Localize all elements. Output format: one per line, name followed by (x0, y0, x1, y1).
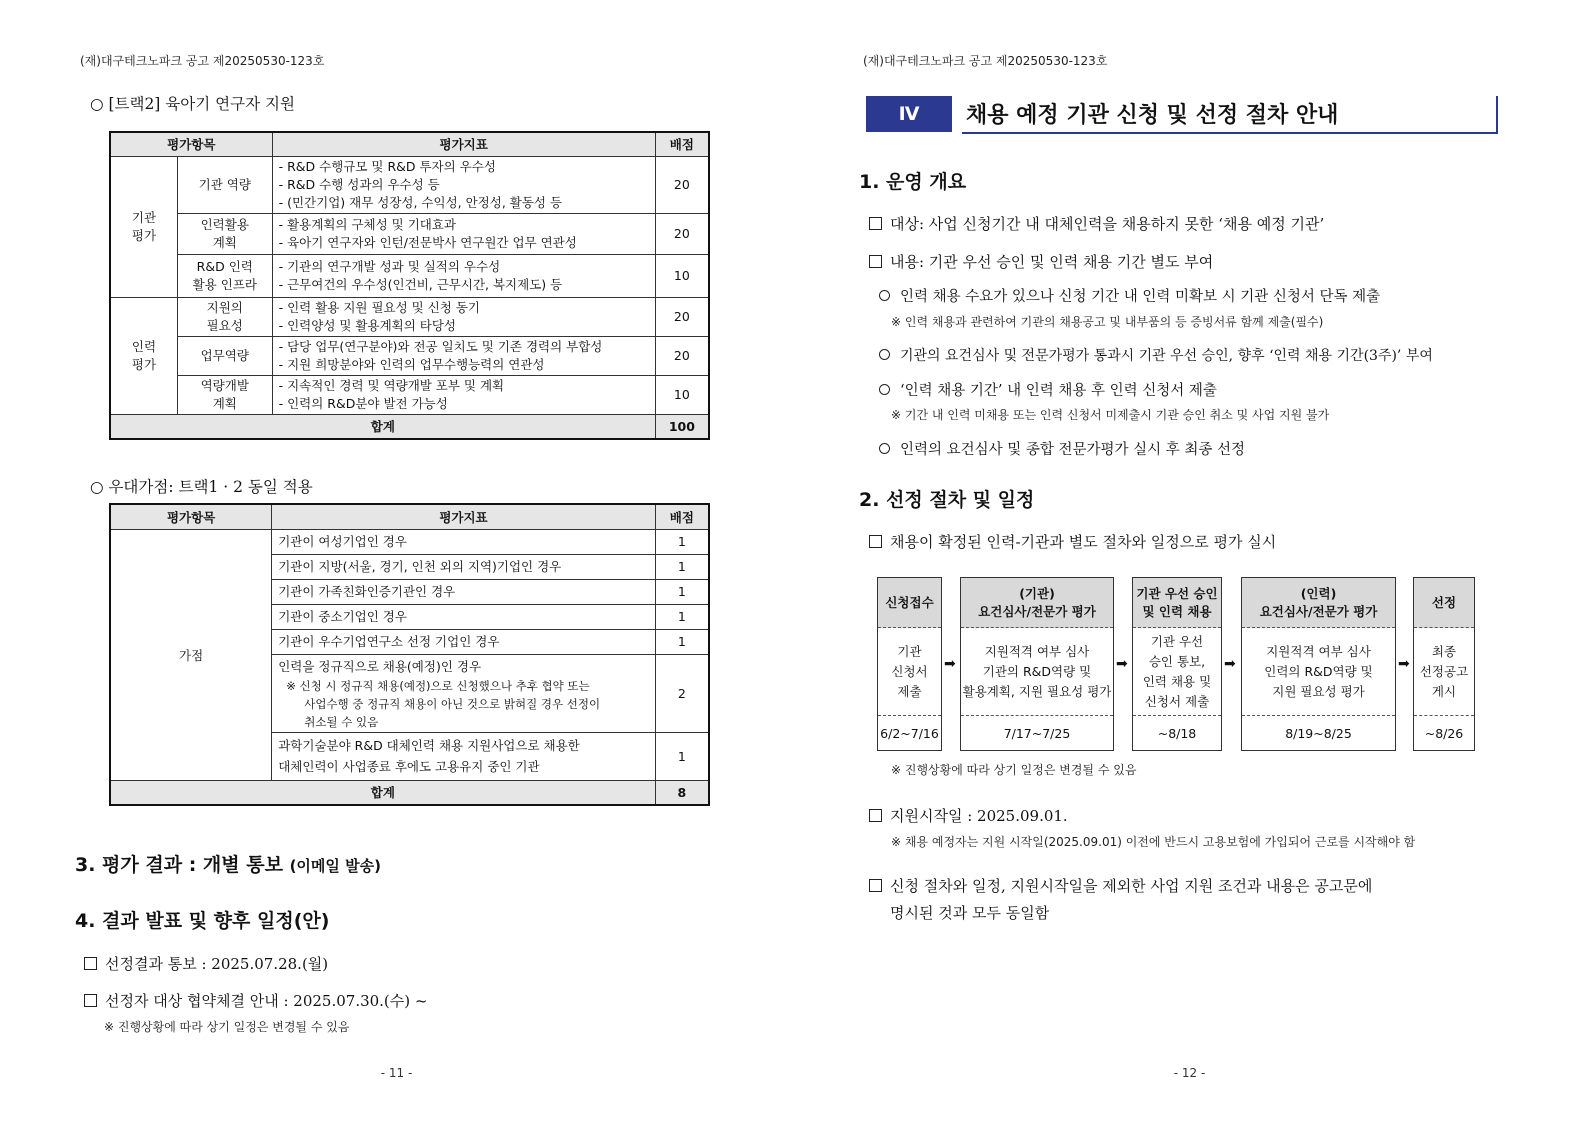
overview-text: 내용: 기관 우선 승인 및 인력 채용 기간 별도 부여 (890, 253, 1214, 271)
item-cell (177, 336, 272, 375)
indicator-line: 인력을 정규직으로 채용(예정)인 경우 (278, 658, 482, 674)
table-row (110, 254, 709, 297)
indicator-line: - 근무여건의 우수성(인건비, 근무시간, 복지제도) 등 (278, 276, 563, 292)
flow-step-description-line: 지원적격 여부 심사 (1266, 643, 1371, 659)
item-name-line: 인력활용 (200, 216, 249, 232)
flow-step-description (961, 628, 1113, 716)
flow-step-date: ~8/18 (1157, 725, 1197, 741)
circle-bullet-icon (879, 290, 890, 301)
flow-step-title-line: 선정 (1431, 594, 1457, 610)
item-name-line: 지원의 (206, 299, 243, 315)
indicator-cell (272, 554, 656, 579)
indicator-cell (272, 336, 655, 375)
checkbox-square-icon (84, 994, 97, 1007)
score-cell: 20 (655, 213, 709, 254)
item-cell (177, 213, 272, 254)
document-header: (재)대구테크노파크 공고 제20250530-123호 (80, 54, 325, 68)
arrow-right-icon: ➡ (1398, 656, 1410, 672)
flow-step-description-line: 게시 (1431, 683, 1457, 699)
final-condition-text: 신청 절차와 일정, 지원시작일을 제외한 사업 지원 조건과 내용은 공고문에 (890, 877, 1373, 895)
overview-sub-item (879, 438, 1245, 459)
overview-target (869, 213, 1324, 234)
section-4-title: 4. 결과 발표 및 향후 일정(안) (75, 910, 330, 932)
final-condition-item (869, 875, 1372, 896)
score-cell: 1 (655, 529, 709, 554)
indicator-line: - 기관의 연구개발 성과 및 실적의 우수성 (278, 258, 501, 274)
flow-step (877, 577, 942, 751)
overview-text: 대상: 사업 신청기간 내 대체인력을 채용하지 못한 ‘채용 예정 기관’ (890, 215, 1325, 233)
indicator-line: - 인력양성 및 활용계획의 타당성 (278, 317, 456, 333)
score-cell: 1 (655, 604, 709, 629)
indicator-note-line: 사업수행 중 정규직 채용이 아닌 것으로 밝혀질 경우 선정이 (304, 696, 601, 711)
checkbox-square-icon (869, 535, 882, 548)
flow-step-description-line: 기관 (897, 643, 922, 659)
overview-sub-item (879, 285, 1380, 306)
group-cell (110, 297, 177, 414)
indicator-line: - 육아기 연구자와 인턴/전문박사 연구원간 업무 연관성 (278, 234, 577, 250)
indicator-note-line: 취소될 수 있음 (304, 714, 379, 729)
table-header: 배점 (655, 504, 709, 529)
item-name-line: 계획 (212, 395, 237, 411)
overview-note: ※ 인력 채용과 관련하여 기관의 채용공고 및 내부품의 등 증빙서류 함께 제출(필수) (891, 315, 1324, 329)
section-3-title (75, 850, 381, 877)
indicator-line: 기관이 중소기업인 경우 (278, 609, 407, 624)
total-row (110, 780, 709, 805)
flow-step-description-line: 제출 (897, 683, 922, 699)
schedule-item-agreement (84, 990, 427, 1011)
total-score: 100 (655, 414, 709, 439)
flow-step-description-line: 인력 채용 및 (1142, 673, 1212, 689)
indicator-cell (272, 654, 656, 732)
overview-content (869, 251, 1213, 272)
item-cell (177, 156, 272, 213)
item-cell (177, 375, 272, 414)
flow-step-date: ~8/26 (1424, 725, 1464, 741)
item-name-line: 업무역량 (200, 347, 249, 363)
total-score: 8 (655, 780, 709, 805)
page-number: - 12 - (1173, 1066, 1206, 1080)
flow-step-description-line: 기관의 R&D역량 및 (982, 663, 1092, 679)
item-name-line: 계획 (212, 234, 237, 250)
indicator-cell (272, 156, 655, 213)
track2-heading: ○ [트랙2] 육아기 연구자 지원 (90, 95, 295, 113)
table-header: 평가지표 (272, 504, 656, 529)
checkbox-square-icon (869, 255, 882, 268)
score-cell: 20 (655, 297, 709, 336)
final-condition-text-line2: 명시된 것과 모두 동일함 (890, 904, 1050, 922)
flow-step (1241, 577, 1396, 751)
flow-step-title-line: 기관 우선 승인 (1136, 585, 1218, 601)
banner-underline (962, 132, 1498, 134)
table-row (110, 375, 709, 414)
indicator-cell (272, 629, 656, 654)
flow-step (960, 577, 1114, 751)
section-1-title: 1. 운영 개요 (859, 171, 967, 193)
item-cell (177, 254, 272, 297)
flow-step-description-line: 활용계획, 지원 필요성 평가 (962, 683, 1112, 699)
flow-step (1413, 577, 1475, 751)
section-roman-numeral: Ⅳ (866, 96, 952, 132)
document-header: (재)대구테크노파크 공고 제20250530-123호 (863, 54, 1108, 68)
total-label: 합계 (110, 780, 655, 805)
indicator-line: 기관이 지방(서울, 경기, 인천 외의 지역)기업인 경우 (278, 559, 562, 574)
circle-bullet-icon (879, 349, 890, 360)
circle-bullet-icon (879, 384, 890, 395)
table-row (110, 336, 709, 375)
indicator-cell (272, 375, 655, 414)
arrow-right-icon: ➡ (1116, 656, 1128, 672)
flow-step-title-line: 신청접수 (885, 594, 934, 610)
flow-step-title (1414, 578, 1474, 628)
group-cell: 가점 (110, 529, 272, 780)
checkbox-square-icon (869, 879, 882, 892)
indicator-line: - 지속적인 경력 및 역량개발 포부 및 계획 (278, 377, 505, 393)
indicator-cell (272, 297, 655, 336)
indicator-cell (272, 579, 656, 604)
checkbox-square-icon (869, 809, 882, 822)
indicator-line: 과학기술분야 R&D 대체인력 채용 지원사업으로 채용한 (278, 738, 580, 753)
group-cell (110, 156, 177, 297)
selection-item (869, 531, 1276, 552)
flow-step-title-line: (인력) (1300, 585, 1337, 601)
group-name-line: 평가 (131, 356, 157, 372)
flow-step-description-line: 승인 통보, (1148, 653, 1206, 669)
indicator-line: - 지원 희망분야와 인력의 업무수행능력의 연관성 (278, 356, 545, 372)
table-row (110, 297, 709, 336)
flow-step-description-line: 최종 (1431, 643, 1457, 659)
item-name-line: R&D 인력 (196, 258, 253, 274)
flow-step-description (1242, 628, 1395, 716)
score-cell: 1 (655, 732, 709, 780)
overview-sub-item (879, 345, 1433, 365)
score-cell: 1 (655, 579, 709, 604)
group-name-line: 평가 (131, 227, 157, 243)
flow-step-description-line: 지원적격 여부 심사 (984, 643, 1090, 659)
indicator-line: - (민간기업) 재무 성장성, 수익성, 안정성, 활동성 등 (278, 194, 563, 210)
flow-step-title (878, 578, 941, 628)
checkbox-square-icon (869, 217, 882, 230)
table-header: 평가항목 (110, 132, 272, 156)
group-name-line: 기관 (131, 209, 157, 225)
circle-bullet-icon (879, 443, 890, 454)
indicator-cell (272, 732, 656, 780)
indicator-line: - R&D 수행규모 및 R&D 투자의 우수성 (278, 158, 496, 174)
total-row (110, 414, 709, 439)
flow-step-description (1133, 628, 1221, 716)
score-cell: 1 (655, 554, 709, 579)
score-cell: 10 (655, 254, 709, 297)
score-cell: 1 (655, 629, 709, 654)
table-row (110, 213, 709, 254)
flow-step-description (1414, 628, 1474, 716)
indicator-line: - 인력 활용 지원 필요성 및 신청 동기 (278, 299, 480, 315)
flow-step-description-line: 신청서 (891, 663, 928, 679)
total-label: 합계 (110, 414, 655, 439)
checkbox-square-icon (84, 957, 97, 970)
flow-step-date: 6/2~7/16 (880, 725, 939, 741)
item-name-line: 역량개발 (200, 377, 249, 393)
overview-note: ※ 기간 내 인력 미채용 또는 인력 신청서 미제출시 기관 승인 취소 및 사업 지원 불가 (891, 408, 1330, 422)
overview-sub-text: 인력의 요건심사 및 종합 전문가평가 실시 후 최종 선정 (900, 442, 1246, 458)
schedule-item-text: 선정결과 통보 : 2025.07.28.(월) (105, 955, 329, 973)
section-2-title: 2. 선정 절차 및 일정 (859, 489, 1035, 511)
table-header: 평가항목 (110, 504, 272, 529)
section-banner-title: 채용 예정 기관 신청 및 선정 절차 안내 (966, 103, 1339, 128)
overview-sub-item (879, 379, 1217, 400)
flow-step-description-line: 지원 필요성 평가 (1272, 683, 1365, 699)
page-12 (793, 0, 1586, 1121)
flow-step-title-line: (기관) (1019, 585, 1055, 601)
overview-sub-text: 기관의 요건심사 및 전문가평가 통과시 기관 우선 승인, 향후 ‘인력 채용 기간(3주)’ 부여 (900, 348, 1433, 364)
support-start-note: ※ 채용 예정자는 지원 시작일(2025.09.01) 이전에 반드시 고용보험에 가입되어 근로를 시작해야 함 (891, 835, 1416, 849)
section-3-title-text: 3. 평가 결과 : 개별 통보 (75, 854, 283, 876)
flow-step (1132, 577, 1222, 751)
arrow-right-icon: ➡ (944, 656, 956, 672)
bonus-heading: ○ 우대가점: 트랙1 · 2 동일 적용 (90, 478, 313, 496)
indicator-line: - 활용계획의 구체성 및 기대효과 (278, 216, 456, 232)
banner-edge (1496, 96, 1498, 134)
section-3-subtitle: (이메일 발송) (289, 857, 381, 875)
flow-step-date: 8/19~8/25 (1285, 725, 1352, 741)
score-cell: 2 (655, 654, 709, 732)
support-start-date (869, 805, 1068, 826)
evaluation-table-track2 (109, 131, 710, 440)
item-name-line: 기관 역량 (198, 176, 251, 192)
flow-step-description-line: 신청서 제출 (1144, 693, 1210, 709)
flow-step-description (878, 628, 941, 716)
indicator-line: - R&D 수행 성과의 우수성 등 (278, 176, 440, 192)
section-banner (866, 96, 1498, 134)
flow-step-title (1242, 578, 1395, 628)
score-cell: 10 (655, 375, 709, 414)
indicator-note-line: ※ 신청 시 정규직 채용(예정)으로 신청했으나 추후 협약 또는 (286, 678, 590, 693)
group-name-line: 인력 (131, 338, 157, 354)
item-name-line: 필요성 (206, 317, 243, 333)
indicator-cell (272, 254, 655, 297)
indicator-line: 대체인력이 사업종료 후에도 고용유지 중인 기관 (278, 759, 540, 774)
page-number: - 11 - (380, 1066, 413, 1080)
indicator-cell (272, 604, 656, 629)
flow-step-description-line: 기관 우선 (1150, 633, 1204, 649)
indicator-line: - 인력의 R&D분야 발전 가능성 (278, 395, 448, 411)
indicator-line: - 담당 업무(연구분야)와 전공 일치도 및 기존 경력의 부합성 (278, 338, 603, 354)
flow-step-description-line: 인력의 R&D역량 및 (1264, 663, 1373, 679)
schedule-item-result-notice (84, 953, 328, 974)
flow-step-description-line: 선정공고 (1419, 663, 1469, 679)
overview-sub-text: ‘인력 채용 기간’ 내 인력 채용 후 인력 신청서 제출 (900, 383, 1217, 399)
indicator-cell (272, 529, 656, 554)
item-cell (177, 297, 272, 336)
flow-step-title-line: 요건심사/전문가 평가 (978, 603, 1096, 619)
schedule-item-text: 선정자 대상 협약체결 안내 : 2025.07.30.(수) ~ (105, 992, 428, 1010)
arrow-right-icon: ➡ (1224, 656, 1236, 672)
score-cell: 20 (655, 336, 709, 375)
flow-step-title (1133, 578, 1221, 628)
selection-process-flow (877, 577, 1477, 751)
bonus-points-table (109, 503, 710, 806)
flow-note: ※ 진행상황에 따라 상기 일정은 변경될 수 있음 (891, 763, 1137, 777)
table-header: 배점 (655, 132, 709, 156)
support-start-text: 지원시작일 : 2025.09.01. (890, 807, 1068, 825)
flow-step-title-line: 및 인력 채용 (1142, 603, 1212, 619)
table-row (110, 529, 709, 554)
overview-sub-text: 인력 채용 수요가 있으나 신청 기간 내 인력 미확보 시 기관 신청서 단독 제출 (900, 289, 1381, 305)
table-header: 평가지표 (272, 132, 655, 156)
table-row (110, 156, 709, 213)
indicator-line: 기관이 가족친화인증기관인 경우 (278, 584, 456, 599)
flow-step-date: 7/17~7/25 (1003, 725, 1071, 741)
score-cell: 20 (655, 156, 709, 213)
item-name-line: 활용 인프라 (192, 276, 257, 292)
schedule-note: ※ 진행상황에 따라 상기 일정은 변경될 수 있음 (104, 1020, 350, 1034)
indicator-line: 기관이 우수기업연구소 선정 기업인 경우 (278, 634, 500, 649)
indicator-cell (272, 213, 655, 254)
selection-text: 채용이 확정된 인력-기관과 별도 절차와 일정으로 평가 실시 (890, 533, 1277, 551)
flow-step-title (961, 578, 1113, 628)
indicator-line: 기관이 여성기업인 경우 (278, 534, 407, 549)
flow-step-title-line: 요건심사/전문가 평가 (1259, 603, 1378, 619)
